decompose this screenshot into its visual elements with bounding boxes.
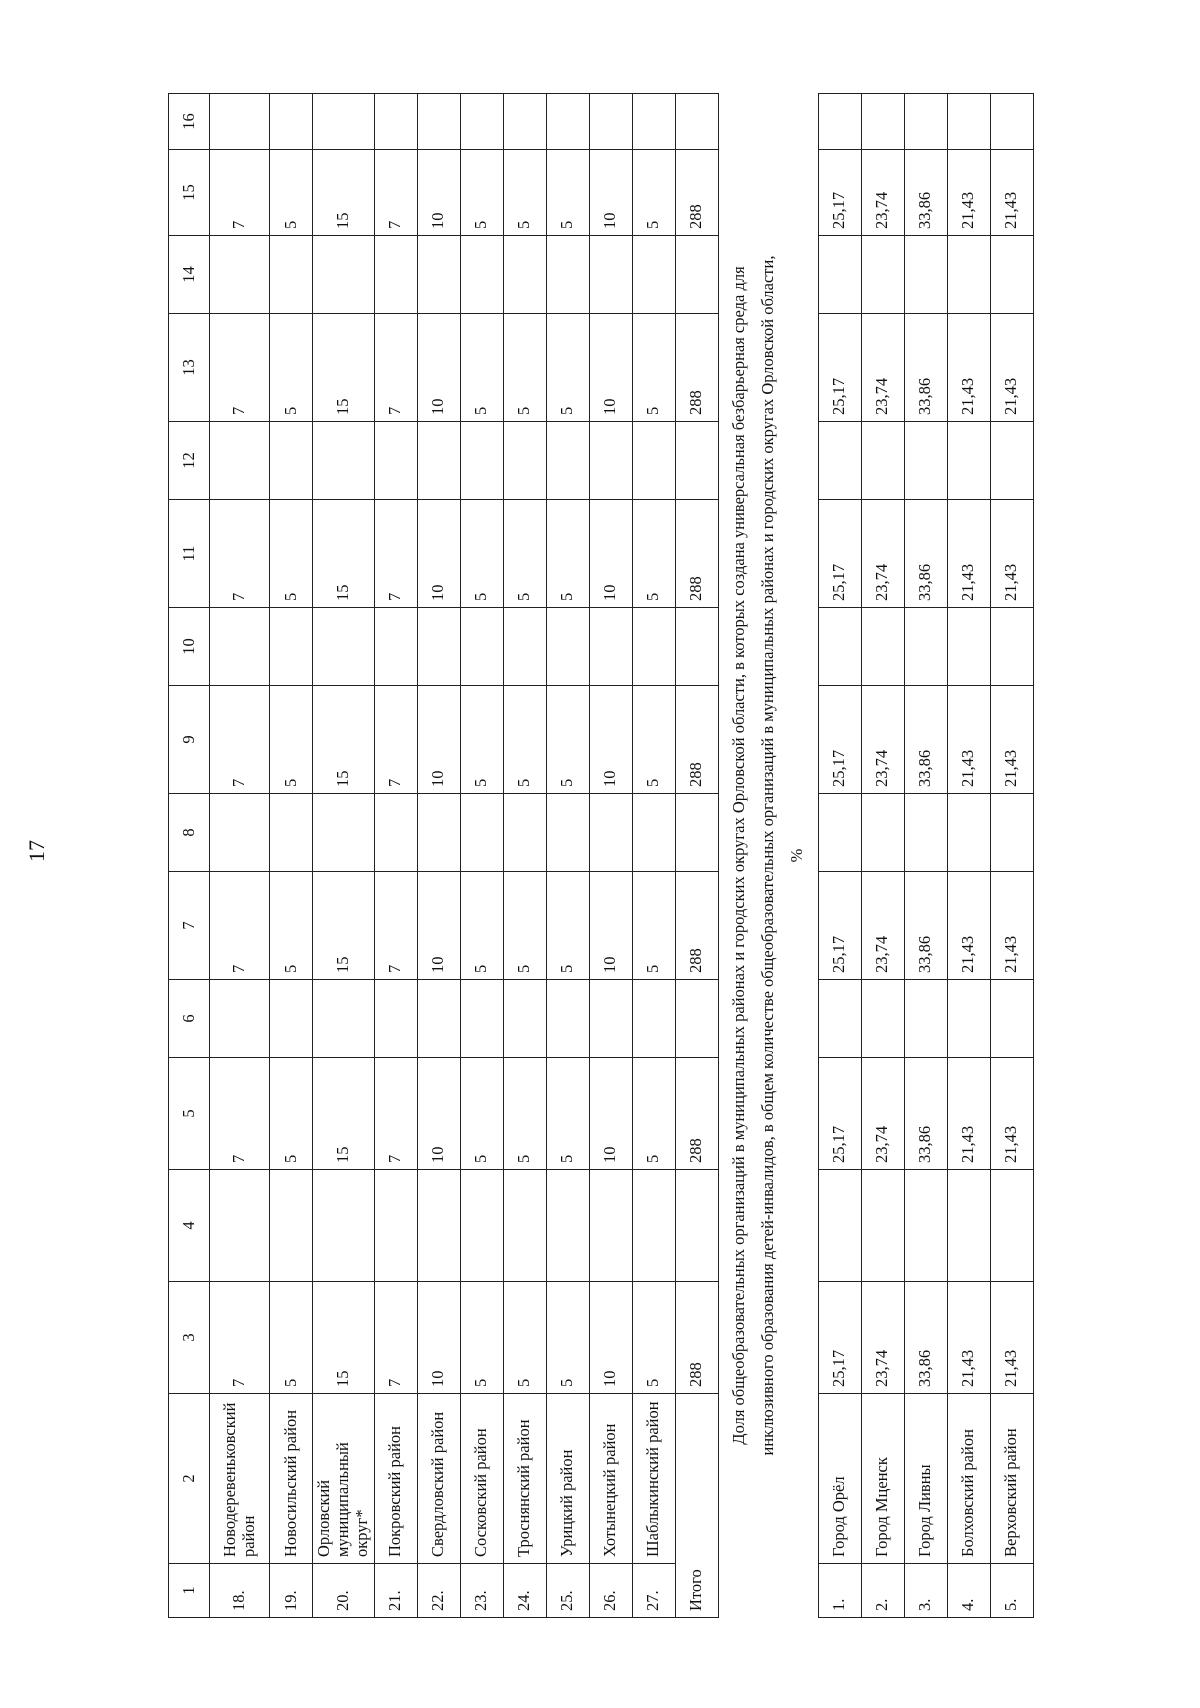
value-cell: 5 <box>460 1282 503 1394</box>
value-cell <box>417 794 460 872</box>
total-row <box>675 94 718 1618</box>
value-cell: 33,86 <box>904 150 947 236</box>
value-cell: 5 <box>460 872 503 980</box>
value-cell <box>861 236 904 314</box>
value-cell: 7 <box>210 872 270 980</box>
value-cell: 33,86 <box>904 500 947 608</box>
value-cell <box>374 422 417 500</box>
value-cell <box>546 1170 589 1282</box>
value-cell <box>417 422 460 500</box>
value-cell <box>460 422 503 500</box>
value-cell <box>904 94 947 150</box>
value-cell: 21,43 <box>990 686 1033 794</box>
value-cell: 7 <box>210 314 270 422</box>
municipality-name-cell: Шаблыкинский район <box>632 1394 675 1564</box>
section-caption-line2: инклюзивного образования детей-инвалидов, в общем количестве общеобразовательных организаций в муниципальных районах и городских округах Орловской области, <box>757 255 777 1456</box>
value-cell <box>270 236 313 314</box>
value-cell <box>270 94 313 150</box>
value-cell: 21,43 <box>947 150 990 236</box>
table1-row <box>632 94 675 1618</box>
value-cell <box>818 794 861 872</box>
value-cell <box>313 980 375 1058</box>
row-number-cell: 19. <box>270 1564 313 1618</box>
value-cell: 21,43 <box>990 150 1033 236</box>
value-cell: 21,43 <box>947 1058 990 1170</box>
value-cell: 10 <box>417 150 460 236</box>
header-cell: 8 <box>169 794 210 872</box>
value-cell: 5 <box>270 872 313 980</box>
header-cell: 15 <box>169 150 210 236</box>
value-cell <box>460 980 503 1058</box>
table1-row <box>503 94 546 1618</box>
value-cell: 7 <box>210 1058 270 1170</box>
value-cell <box>990 94 1033 150</box>
total-cell: 288 <box>675 872 718 980</box>
value-cell: 7 <box>374 872 417 980</box>
value-cell <box>313 794 375 872</box>
value-cell <box>904 608 947 686</box>
value-cell: 10 <box>417 1282 460 1394</box>
value-cell <box>904 236 947 314</box>
table2-row <box>990 94 1033 1618</box>
value-cell <box>374 980 417 1058</box>
value-cell: 7 <box>374 500 417 608</box>
value-cell <box>210 1170 270 1282</box>
value-cell: 10 <box>589 314 632 422</box>
value-cell: 10 <box>589 150 632 236</box>
value-cell: 15 <box>313 872 375 980</box>
value-cell: 5 <box>503 686 546 794</box>
value-cell: 23,74 <box>861 686 904 794</box>
value-cell: 7 <box>374 1058 417 1170</box>
value-cell <box>947 236 990 314</box>
value-cell <box>589 236 632 314</box>
value-cell <box>947 794 990 872</box>
value-cell: 25,17 <box>818 500 861 608</box>
municipality-name-cell: Сосковский район <box>460 1394 503 1564</box>
value-cell: 25,17 <box>818 150 861 236</box>
value-cell <box>632 94 675 150</box>
value-cell <box>460 608 503 686</box>
value-cell: 21,43 <box>990 314 1033 422</box>
municipality-name-cell: Орловский муниципальный округ* <box>313 1394 375 1564</box>
municipality-name-cell: Город Орёл <box>818 1394 861 1564</box>
value-cell <box>589 608 632 686</box>
value-cell: 7 <box>374 314 417 422</box>
value-cell <box>818 608 861 686</box>
table1-row <box>313 94 375 1618</box>
value-cell: 5 <box>460 150 503 236</box>
value-cell <box>904 1170 947 1282</box>
value-cell: 23,74 <box>861 1058 904 1170</box>
municipality-name-cell: Город Мценск <box>861 1394 904 1564</box>
value-cell <box>861 94 904 150</box>
value-cell <box>904 794 947 872</box>
value-cell: 21,43 <box>990 872 1033 980</box>
value-cell <box>947 422 990 500</box>
table2-row <box>861 94 904 1618</box>
value-cell: 21,43 <box>947 500 990 608</box>
value-cell <box>313 422 375 500</box>
row-number-cell: 3. <box>904 1564 947 1618</box>
municipality-name-cell: Свердловский район <box>417 1394 460 1564</box>
value-cell <box>990 236 1033 314</box>
header-cell: 16 <box>169 94 210 150</box>
value-cell: 25,17 <box>818 1058 861 1170</box>
value-cell: 5 <box>270 1058 313 1170</box>
value-cell <box>270 422 313 500</box>
value-cell <box>417 608 460 686</box>
value-cell <box>374 608 417 686</box>
header-cell: 14 <box>169 236 210 314</box>
value-cell <box>818 94 861 150</box>
value-cell <box>589 794 632 872</box>
value-cell: 5 <box>460 314 503 422</box>
value-cell <box>818 236 861 314</box>
table2-row <box>904 94 947 1618</box>
column-number-header-row <box>169 94 210 1618</box>
row-number-cell: 2. <box>861 1564 904 1618</box>
value-cell <box>632 236 675 314</box>
header-cell: 12 <box>169 422 210 500</box>
value-cell: 5 <box>546 314 589 422</box>
value-cell: 5 <box>270 1282 313 1394</box>
header-cell: 13 <box>169 314 210 422</box>
value-cell <box>589 980 632 1058</box>
municipality-name-cell: Новодеревеньковский район <box>210 1394 270 1564</box>
value-cell: 23,74 <box>861 500 904 608</box>
row-number-cell: 25. <box>546 1564 589 1618</box>
value-cell <box>374 236 417 314</box>
value-cell <box>947 1170 990 1282</box>
value-cell: 15 <box>313 1058 375 1170</box>
total-cell: 288 <box>675 1058 718 1170</box>
value-cell: 10 <box>417 686 460 794</box>
value-cell: 5 <box>632 872 675 980</box>
value-cell: 5 <box>546 150 589 236</box>
value-cell <box>210 236 270 314</box>
value-cell: 5 <box>503 872 546 980</box>
value-cell <box>861 980 904 1058</box>
value-cell: 21,43 <box>947 314 990 422</box>
value-cell: 5 <box>546 1282 589 1394</box>
table1-row <box>374 94 417 1618</box>
value-cell <box>861 422 904 500</box>
row-number-cell: 23. <box>460 1564 503 1618</box>
page-number: 17 <box>24 840 49 862</box>
table1-row <box>270 94 313 1618</box>
value-cell <box>861 608 904 686</box>
value-cell: 5 <box>503 1282 546 1394</box>
value-cell: 7 <box>210 1282 270 1394</box>
value-cell: 33,86 <box>904 314 947 422</box>
value-cell <box>374 1170 417 1282</box>
value-cell <box>990 980 1033 1058</box>
table1-row <box>417 94 460 1618</box>
section-caption-row <box>718 94 818 1618</box>
header-cell: 6 <box>169 980 210 1058</box>
value-cell: 7 <box>374 150 417 236</box>
value-cell <box>818 1170 861 1282</box>
value-cell <box>947 94 990 150</box>
value-cell <box>589 94 632 150</box>
value-cell <box>632 422 675 500</box>
value-cell: 10 <box>589 500 632 608</box>
value-cell <box>546 608 589 686</box>
value-cell <box>589 422 632 500</box>
value-cell <box>546 980 589 1058</box>
value-cell: 23,74 <box>861 872 904 980</box>
value-cell <box>632 794 675 872</box>
value-cell: 21,43 <box>947 872 990 980</box>
row-number-cell: 18. <box>210 1564 270 1618</box>
value-cell <box>818 980 861 1058</box>
row-number-cell: 27. <box>632 1564 675 1618</box>
value-cell: 25,17 <box>818 314 861 422</box>
value-cell: 5 <box>632 150 675 236</box>
value-cell: 5 <box>503 1058 546 1170</box>
value-cell <box>417 1170 460 1282</box>
value-cell <box>270 794 313 872</box>
value-cell <box>374 94 417 150</box>
value-cell <box>546 94 589 150</box>
value-cell <box>503 422 546 500</box>
municipality-name-cell: Хотынецкий район <box>589 1394 632 1564</box>
value-cell <box>904 980 947 1058</box>
row-number-cell: 24. <box>503 1564 546 1618</box>
value-cell: 5 <box>503 150 546 236</box>
value-cell: 5 <box>503 500 546 608</box>
table1-row <box>546 94 589 1618</box>
municipality-name-cell: Верховский район <box>990 1394 1033 1564</box>
total-cell: 288 <box>675 150 718 236</box>
value-cell: 5 <box>632 686 675 794</box>
value-cell: 21,43 <box>990 500 1033 608</box>
value-cell: 5 <box>503 314 546 422</box>
value-cell <box>313 94 375 150</box>
value-cell <box>503 236 546 314</box>
table1-row <box>210 94 270 1618</box>
header-cell: 4 <box>169 1170 210 1282</box>
value-cell: 23,74 <box>861 150 904 236</box>
value-cell <box>990 794 1033 872</box>
value-cell: 10 <box>589 686 632 794</box>
value-cell: 15 <box>313 500 375 608</box>
value-cell <box>589 1170 632 1282</box>
value-cell: 33,86 <box>904 686 947 794</box>
value-cell <box>460 794 503 872</box>
value-cell: 7 <box>210 686 270 794</box>
value-cell: 10 <box>417 314 460 422</box>
municipality-name-cell: Урицкий район <box>546 1394 589 1564</box>
value-cell: 15 <box>313 1282 375 1394</box>
value-cell: 15 <box>313 314 375 422</box>
value-cell: 5 <box>546 872 589 980</box>
value-cell: 7 <box>374 1282 417 1394</box>
table1-row <box>589 94 632 1618</box>
value-cell <box>460 236 503 314</box>
value-cell: 5 <box>546 686 589 794</box>
total-label: Итого <box>675 1394 718 1618</box>
row-number-cell: 26. <box>589 1564 632 1618</box>
value-cell: 10 <box>589 1058 632 1170</box>
rotated-table-container <box>168 94 1182 1618</box>
value-cell <box>632 1170 675 1282</box>
value-cell <box>460 94 503 150</box>
value-cell: 5 <box>270 500 313 608</box>
value-cell: 5 <box>270 686 313 794</box>
indicator-table <box>168 93 1034 1618</box>
total-cell: 288 <box>675 686 718 794</box>
value-cell <box>503 94 546 150</box>
total-cell: 288 <box>675 314 718 422</box>
row-number-cell: 20. <box>313 1564 375 1618</box>
value-cell <box>210 94 270 150</box>
value-cell <box>270 980 313 1058</box>
value-cell: 5 <box>460 1058 503 1170</box>
total-cell <box>675 236 718 314</box>
header-cell: 11 <box>169 500 210 608</box>
municipality-name-cell: Болховский район <box>947 1394 990 1564</box>
value-cell: 10 <box>417 872 460 980</box>
row-number-cell: 4. <box>947 1564 990 1618</box>
value-cell: 5 <box>632 314 675 422</box>
value-cell <box>990 608 1033 686</box>
value-cell <box>210 422 270 500</box>
value-cell <box>904 422 947 500</box>
value-cell: 5 <box>270 314 313 422</box>
table1-row <box>460 94 503 1618</box>
value-cell: 5 <box>460 686 503 794</box>
value-cell: 25,17 <box>818 686 861 794</box>
section-caption <box>718 94 818 1618</box>
value-cell: 23,74 <box>861 314 904 422</box>
value-cell <box>417 94 460 150</box>
value-cell: 5 <box>270 150 313 236</box>
value-cell: 33,86 <box>904 872 947 980</box>
value-cell <box>861 1170 904 1282</box>
row-number-cell: 5. <box>990 1564 1033 1618</box>
value-cell: 21,43 <box>947 686 990 794</box>
value-cell <box>313 236 375 314</box>
table2-row <box>947 94 990 1618</box>
row-number-cell: 21. <box>374 1564 417 1618</box>
total-cell <box>675 422 718 500</box>
value-cell <box>460 1170 503 1282</box>
value-cell <box>503 794 546 872</box>
header-cell: 7 <box>169 872 210 980</box>
value-cell: 10 <box>589 1282 632 1394</box>
value-cell: 33,86 <box>904 1058 947 1170</box>
total-cell <box>675 1170 718 1282</box>
municipality-name-cell: Новосильский район <box>270 1394 313 1564</box>
value-cell: 25,17 <box>818 1282 861 1394</box>
table1-body <box>210 94 676 1618</box>
value-cell <box>990 422 1033 500</box>
value-cell: 5 <box>546 500 589 608</box>
value-cell <box>947 608 990 686</box>
value-cell <box>546 422 589 500</box>
header-cell: 2 <box>169 1394 210 1564</box>
value-cell <box>210 980 270 1058</box>
value-cell <box>374 794 417 872</box>
value-cell: 7 <box>374 686 417 794</box>
value-cell <box>417 980 460 1058</box>
row-number-cell: 22. <box>417 1564 460 1618</box>
value-cell <box>632 608 675 686</box>
header-cell: 10 <box>169 608 210 686</box>
section-caption-line3: % <box>786 848 806 863</box>
value-cell: 7 <box>210 150 270 236</box>
value-cell: 10 <box>589 872 632 980</box>
municipality-name-cell: Троснянский район <box>503 1394 546 1564</box>
header-cell: 3 <box>169 1282 210 1394</box>
value-cell: 23,74 <box>861 1282 904 1394</box>
value-cell: 5 <box>632 1058 675 1170</box>
total-cell <box>675 608 718 686</box>
value-cell <box>503 1170 546 1282</box>
value-cell: 7 <box>210 500 270 608</box>
value-cell <box>270 1170 313 1282</box>
value-cell <box>270 608 313 686</box>
value-cell <box>313 608 375 686</box>
value-cell <box>861 794 904 872</box>
value-cell: 15 <box>313 150 375 236</box>
section-caption-line1: Доля общеобразовательных организаций в муниципальных районах и городских округах Орловской области, в которых создана универсальная безбарьерная среда для <box>728 266 748 1445</box>
value-cell <box>210 794 270 872</box>
value-cell: 25,17 <box>818 872 861 980</box>
value-cell: 21,43 <box>990 1282 1033 1394</box>
table2-row <box>818 94 861 1618</box>
value-cell: 5 <box>546 1058 589 1170</box>
table2-body <box>818 94 1033 1618</box>
municipality-name-cell: Покровский район <box>374 1394 417 1564</box>
header-cell: 9 <box>169 686 210 794</box>
total-cell: 288 <box>675 500 718 608</box>
value-cell <box>947 980 990 1058</box>
value-cell: 10 <box>417 500 460 608</box>
municipality-name-cell: Город Ливны <box>904 1394 947 1564</box>
value-cell: 5 <box>460 500 503 608</box>
value-cell <box>990 1170 1033 1282</box>
value-cell <box>546 794 589 872</box>
value-cell: 33,86 <box>904 1282 947 1394</box>
value-cell <box>210 608 270 686</box>
total-cell: 288 <box>675 1282 718 1394</box>
header-cell: 5 <box>169 1058 210 1170</box>
value-cell <box>503 980 546 1058</box>
row-number-cell: 1. <box>818 1564 861 1618</box>
value-cell: 10 <box>417 1058 460 1170</box>
value-cell: 15 <box>313 686 375 794</box>
value-cell <box>503 608 546 686</box>
total-cell <box>675 794 718 872</box>
value-cell: 21,43 <box>990 1058 1033 1170</box>
header-cell: 1 <box>169 1564 210 1618</box>
total-cell <box>675 980 718 1058</box>
value-cell <box>632 980 675 1058</box>
value-cell <box>818 422 861 500</box>
value-cell: 5 <box>632 1282 675 1394</box>
value-cell <box>313 1170 375 1282</box>
value-cell <box>417 236 460 314</box>
value-cell: 5 <box>632 500 675 608</box>
value-cell <box>546 236 589 314</box>
value-cell: 21,43 <box>947 1282 990 1394</box>
total-cell <box>675 94 718 150</box>
